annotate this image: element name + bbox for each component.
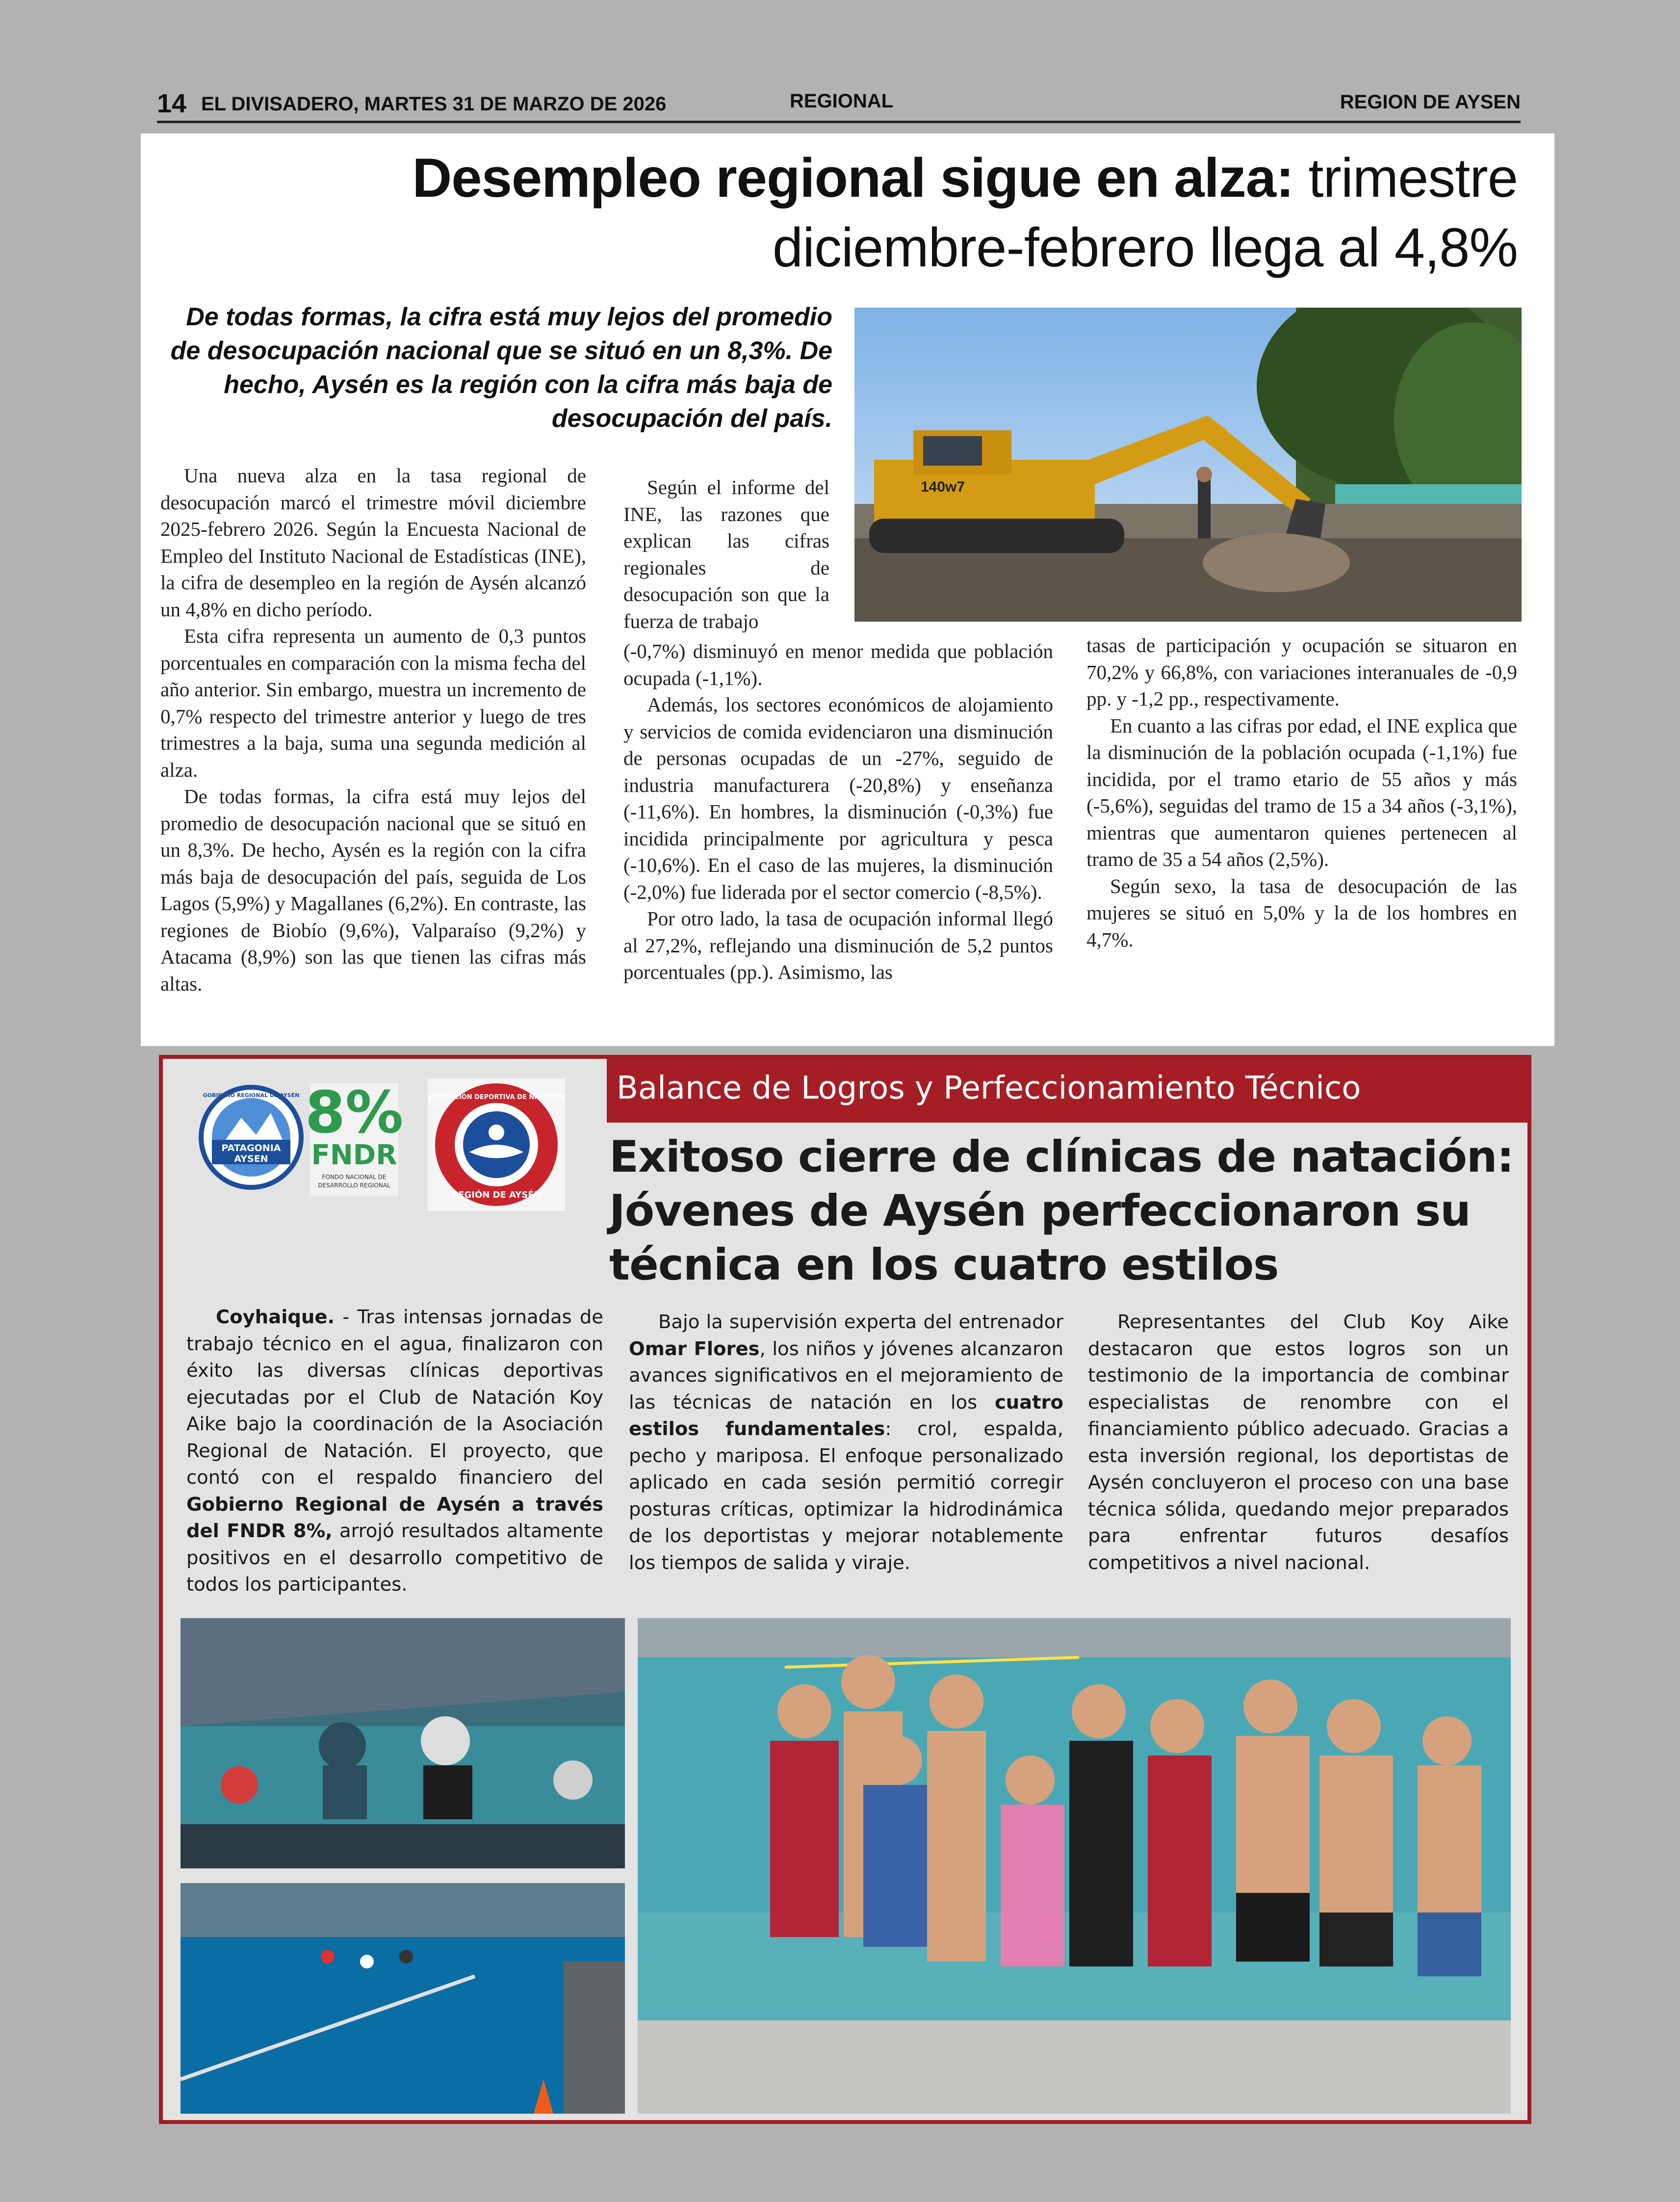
- paragraph: En cuanto a las cifras por edad, el INE explica que la disminución de la población ocupada (-1,1%) fue incidida, por el tramo etario de 55 años y más (-5,6%), seguidas del tramo de 15 a 34 años (-3,1%), mientras que aumentaron quienes pertenecen al tramo de 35 a 54 años (2,5%).: [1086, 714, 1517, 870]
- dateline: Coyhaique.: [216, 1306, 335, 1328]
- headline-part-1: trimestre: [1293, 147, 1518, 209]
- paragraph: De todas formas, la cifra está muy lejos del promedio de desocupación nacional que se situó en un 8,3%. De hecho, Aysén es la región con la cifra más baja de desocupación del país, seguida de Los Lagos (5,9%) y Magallanes (6,2%). En contraste, las regiones de Biobío (9,6%), Valparaíso (9,2%) y Atacama (8,9%) son las que tienen las cifras más altas.: [160, 785, 586, 995]
- swimming-column-1: Coyhaique. - Tras intensas jornadas de trabajo técnico en el agua, finalizaron con éxito las diversas clínicas deportivas ejecutadas por el Club de Natación Koy Aike bajo la coordinación de la Asociación Regional de Natación. El proyecto, que contó con el respaldo financiero del Gobierno Regional de Aysén a través del FNDR 8%, arrojó resultados altamente positivos en el desarrollo competitivo de todos los participantes.: [186, 1306, 603, 1596]
- region-label: REGION DE AYSEN: [1340, 91, 1521, 113]
- headline-part-2: diciembre-febrero llega al 4,8%: [772, 217, 1518, 278]
- swimming-headline: Exitoso cierre de clínicas de natación: Jóvenes de Aysén perfeccionaron su técnica en los cuatro estilos: [609, 1131, 1514, 1290]
- headline-bold: Desempleo regional sigue en alza:: [412, 147, 1294, 209]
- sponsor-logos: [192, 1078, 575, 1218]
- page-number: 14: [157, 89, 187, 118]
- swimming-column-2: Bajo la supervisión experta del entrenador Omar Flores, los niños y jóvenes alcanzaron avances significativos en el mejoramiento de las técnicas de natación en los cuatro estilos fundamentales: crol, espalda, pecho y mariposa. El enfoque personalizado aplicado en cada sesión permitió corregir posturas críticas, optimizar la hidrodinámica de los deportistas y mejorar notablemente los tiempos de salida y viraje.: [629, 1311, 1063, 1574]
- article-column-3: [1086, 632, 1517, 953]
- fndr-logo: [305, 1078, 403, 1196]
- article-column-2-top: [623, 474, 829, 634]
- paragraph: Además, los sectores económicos de alojamiento y servicios de comida evidenciaron una disminución de personas ocupadas de un -27%, seguido de industria manufacturera (-20,8%) y enseñanza (-11,6%). En hombres, la disminución (-0,3%) fue incidida principalmente por agricultura y pesca (-10,6%). En el caso de las mujeres, la disminución (-2,0%) fue liderada por el sector comercio (-8,5%).: [623, 693, 1053, 903]
- paragraph: tasas de participación y ocupación se situaron en 70,2% y 66,8%, con variaciones interanuales de -0,9 pp. y -1,2 pp., respectivamente.: [1086, 634, 1517, 710]
- pool-training-photo-1: [181, 1618, 625, 1868]
- svg-text:FNDR: FNDR: [311, 1139, 397, 1171]
- swimming-article: [159, 1055, 1531, 2124]
- excavator-model-label: 140w7: [921, 479, 965, 495]
- pool-training-photo-2: [181, 1883, 625, 2114]
- article-lead: De todas formas, la cifra está muy lejos del promedio de desocupación nacional que se situó en un 8,3%. De hecho, Aysén es la región con la cifra más baja de desocupación del país.: [170, 303, 832, 433]
- svg-text:AYSEN: AYSEN: [234, 1153, 268, 1164]
- svg-text:FONDO NACIONAL DE: FONDO NACIONAL DE: [322, 1174, 387, 1180]
- svg-text:REGIÓN DE AYSÉN: REGIÓN DE AYSÉN: [451, 1190, 542, 1200]
- paragraph: (-0,7%) disminuyó en menor medida que población ocupada (-1,1%).: [623, 640, 1053, 689]
- section-ribbon: Balance de Logros y Perfeccionamiento Técnico: [607, 1059, 1528, 1123]
- paragraph: Según sexo, la tasa de desocupación de las mujeres se situó en 5,0% y la de los hombres en 4,7%.: [1086, 874, 1517, 951]
- gore-aysen-logo: [201, 1087, 301, 1187]
- swimmers-group-photo: [638, 1618, 1511, 2114]
- unemployment-article: [141, 133, 1554, 1046]
- section-label: REGIONAL: [790, 90, 894, 112]
- svg-text:ASOCIACIÓN DEPORTIVA DE NATACI: ASOCIACIÓN DEPORTIVA DE NATACIÓN: [427, 1094, 566, 1101]
- paragraph: Esta cifra representa un aumento de 0,3 puntos porcentuales en comparación con la misma fecha del año anterior. Sin embargo, muestra un incremento de 0,7% respecto del trimestre anterior y luego de tres trimestres a la baja, suma una segunda medición al alza.: [160, 625, 586, 781]
- svg-text:8%: 8%: [305, 1078, 404, 1146]
- paragraph: Por otro lado, la tasa de ocupación informal llegó al 27,2%, reflejando una disminución de 5,2 puntos porcentuales (pp.). Asimismo, las: [623, 907, 1053, 983]
- svg-text:PATAGONIA: PATAGONIA: [221, 1143, 281, 1153]
- excavator-photo: [854, 308, 1522, 622]
- article-column-2: [623, 638, 1053, 986]
- svg-text:GOBIERNO REGIONAL DE AYSÉN: GOBIERNO REGIONAL DE AYSÉN: [203, 1092, 300, 1099]
- svg-text:DESARROLLO REGIONAL: DESARROLLO REGIONAL: [318, 1182, 390, 1189]
- coach-name: Omar Flores: [629, 1337, 760, 1360]
- natacion-association-logo: [427, 1078, 565, 1211]
- article-column-1: [160, 462, 586, 997]
- paragraph: Una nueva alza en la tasa regional de desocupación marcó el trimestre móvil diciembre 2025-febrero 2026. Según la Encuesta Nacional de Empleo del Instituto Nacional de Estadísticas (INE), la cifra de desempleo en la región de Aysén alcanzó un 4,8% en dicho período.: [160, 464, 586, 621]
- swimming-column-3: Representantes del Club Koy Aike destacaron que estos logros son un testimonio de la importancia de combinar especialistas de renombre con el financiamiento público adecuado. Gracias a esta inversión regional, los deportistas de Aysén concluyeron el proceso con una base técnica sólida, quedando mejor preparados para enfrentar futuros desafíos competitivos a nivel nacional.: [1088, 1311, 1509, 1574]
- paragraph: Según el informe del INE, las razones que explican las cifras regionales de desocupación son que la fuerza de trabajo: [623, 476, 829, 632]
- publication-date: EL DIVISADERO, MARTES 31 DE MARZO DE 2026: [201, 93, 667, 115]
- article-headline: [340, 143, 1518, 283]
- page-header: [157, 86, 1521, 123]
